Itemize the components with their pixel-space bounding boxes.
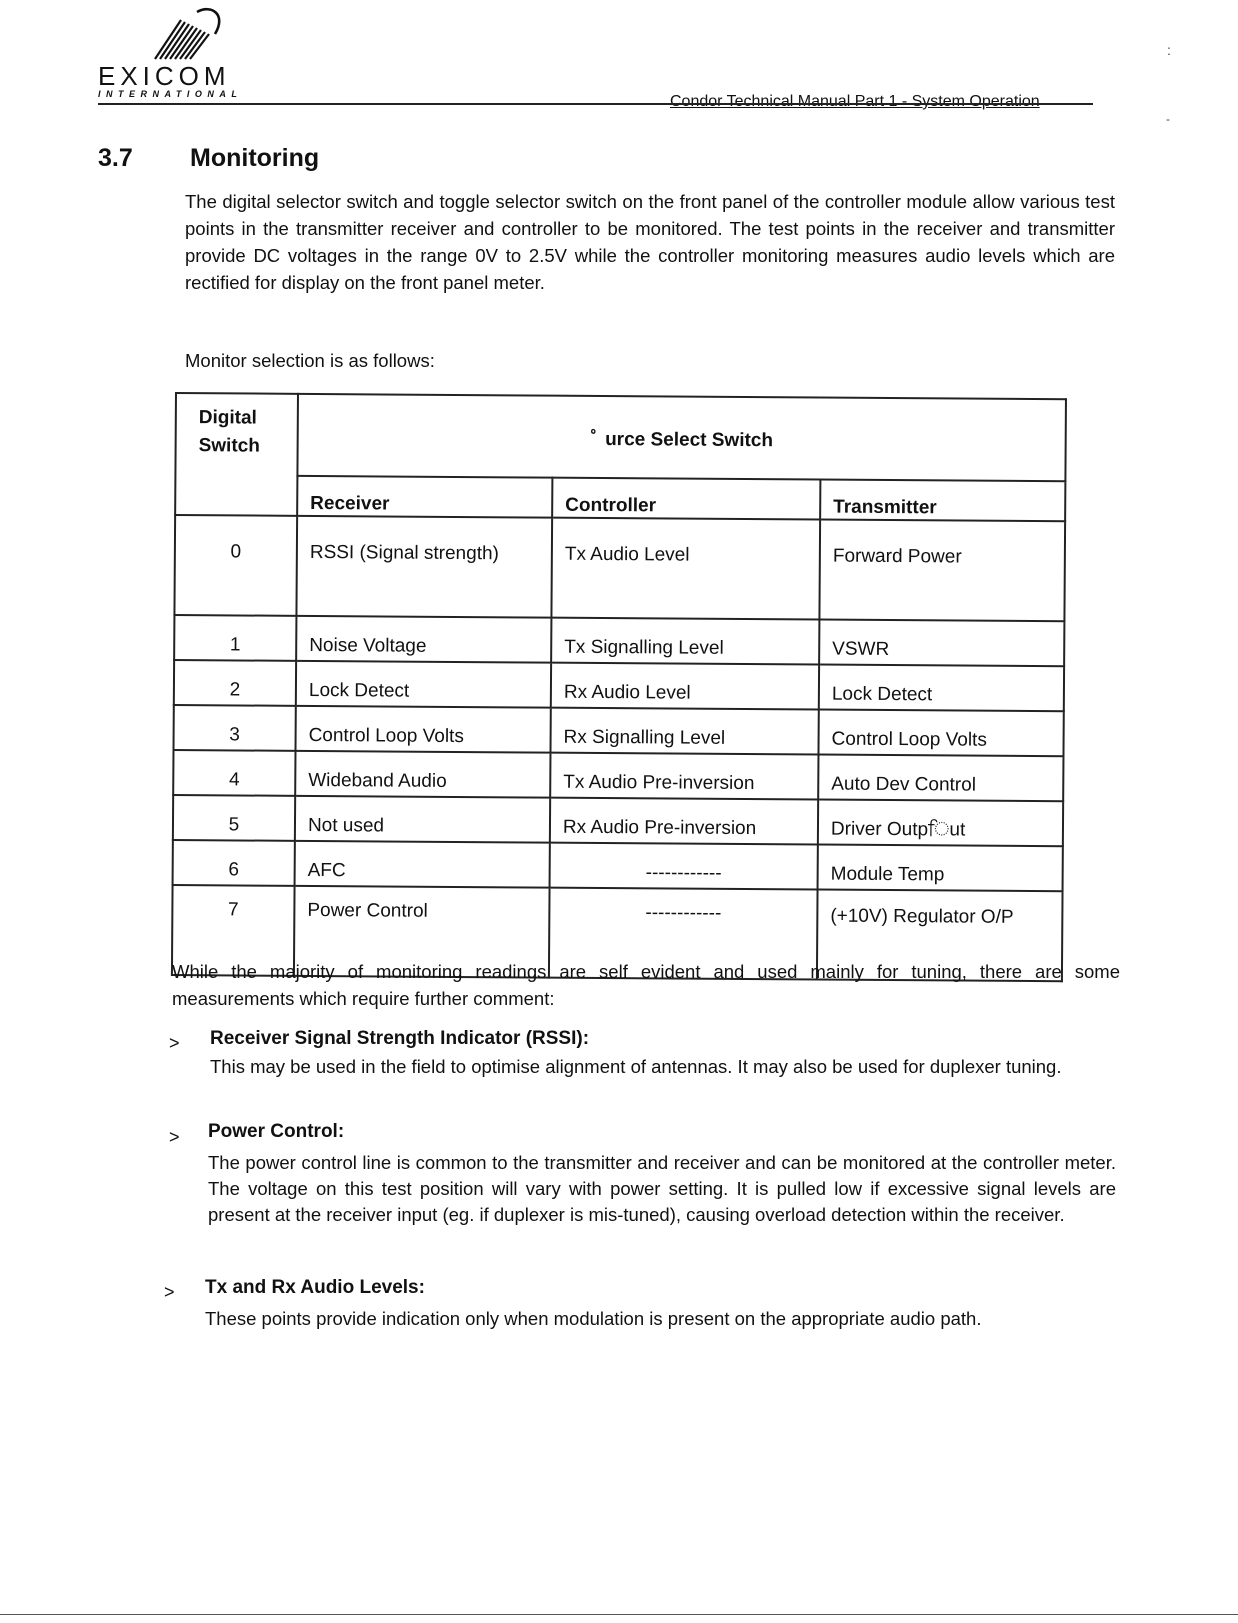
digital-switch-header: Digital Switch <box>175 393 298 516</box>
receiver-cell: Control Loop Volts <box>295 706 550 753</box>
switch-number: 5 <box>173 795 295 841</box>
bullet-marker: > <box>164 1282 175 1302</box>
monitor-intro: Monitor selection is as follows: <box>185 350 435 371</box>
bullet-marker: > <box>169 1033 180 1053</box>
table-row <box>174 660 1064 711</box>
receiver-cell: RSSI (Signal strength) <box>296 516 552 618</box>
receiver-cell: Wideband Audio <box>295 751 550 798</box>
switch-number: 2 <box>174 660 296 706</box>
transmitter-cell: (+10V) Regulator O/P <box>817 889 1063 981</box>
transmitter-cell: Forward Power <box>819 520 1065 622</box>
monitor-selection-table <box>171 392 1067 982</box>
switch-number: 6 <box>173 840 295 886</box>
audio-levels-description: These points provide indication only when modulation is present on the appropriate audio path. <box>205 1308 982 1329</box>
logo-wordmark: EXICOM <box>98 61 231 91</box>
table-row <box>174 615 1064 666</box>
source-select-header: ﾟ urce Select Switch <box>297 394 1066 481</box>
power-control-description: The power control line is common to the transmitter and receiver and can be monitored at the controller meter. The voltage on this test position will vary with power setting. It is pulled low if excessive signal levels are present at the receiver input (eg. if duplexer is mis-tuned), causing overload detection within the receiver. <box>208 1152 1116 1225</box>
receiver-cell: Lock Detect <box>296 661 551 708</box>
controller-cell: Rx Signalling Level <box>550 708 818 755</box>
column-header-transmitter: Transmitter <box>820 480 1065 522</box>
section-title: Monitoring <box>190 144 320 172</box>
receiver-cell: Noise Voltage <box>296 616 551 663</box>
margin-mark: : <box>1167 42 1171 58</box>
table-row <box>174 515 1065 621</box>
transmitter-cell: Lock Detect <box>819 665 1064 712</box>
receiver-cell: AFC <box>295 841 550 888</box>
transmitter-cell: Auto Dev Control <box>818 755 1063 802</box>
switch-number: 3 <box>174 705 296 751</box>
exicom-logo-icon <box>145 4 225 62</box>
header-rule <box>98 103 1093 105</box>
comments-intro: While the majority of monitoring readings are self evident and used mainly for tuning, there are some measurements which require further comment: <box>172 961 1120 1009</box>
controller-cell: Tx Audio Pre-inversion <box>550 753 818 800</box>
logo-subtitle: INTERNATIONAL <box>98 89 243 99</box>
column-header-controller: Controller <box>552 478 820 520</box>
controller-cell: Rx Audio Level <box>551 663 819 710</box>
switch-number: 0 <box>174 515 297 616</box>
transmitter-cell: Control Loop Volts <box>818 710 1063 757</box>
header-title: Condor Technical Manual Part 1 - System Operation <box>670 93 1040 110</box>
switch-number: 1 <box>174 615 296 661</box>
controller-cell: Tx Audio Level <box>551 518 820 620</box>
controller-cell: ------------ <box>549 888 818 980</box>
table-row <box>174 705 1064 756</box>
power-control-heading: Power Control: <box>208 1121 345 1142</box>
footer-rule <box>0 1614 1238 1615</box>
switch-number: 7 <box>172 885 295 976</box>
controller-cell: Tx Signalling Level <box>551 618 819 665</box>
intro-paragraph: The digital selector switch and toggle selector switch on the front panel of the controller module allow various test points in the transmitter receiver and controller to be monitored. The test points in the receiver and transmitter provide DC voltages in the range 0V to 2.5V while the controller monitoring measures audio levels which are rectified for display on the front panel meter. <box>185 191 1115 293</box>
transmitter-cell: VSWR <box>819 620 1064 667</box>
table-row <box>173 795 1063 846</box>
table-row <box>173 750 1063 801</box>
transmitter-cell: Module Temp <box>818 844 1063 891</box>
column-header-receiver: Receiver <box>297 476 552 518</box>
switch-number: 4 <box>173 750 295 796</box>
bullet-marker: > <box>169 1127 180 1147</box>
rssi-description: This may be used in the field to optimise alignment of antennas. It may also be used for duplexer tuning. <box>210 1056 1062 1077</box>
table-row <box>173 840 1063 891</box>
controller-cell: Rx Audio Pre-inversion <box>550 798 818 845</box>
audio-levels-heading: Tx and Rx Audio Levels: <box>205 1277 425 1298</box>
controller-cell: ------------ <box>550 843 818 890</box>
receiver-cell: Power Control <box>294 886 550 978</box>
transmitter-cell: Driver Outpਿut <box>818 800 1063 847</box>
receiver-cell: Not used <box>295 796 550 843</box>
margin-dash: - <box>1166 112 1170 126</box>
section-number: 3.7 <box>98 144 133 172</box>
rssi-heading: Receiver Signal Strength Indicator (RSSI): <box>210 1028 590 1049</box>
